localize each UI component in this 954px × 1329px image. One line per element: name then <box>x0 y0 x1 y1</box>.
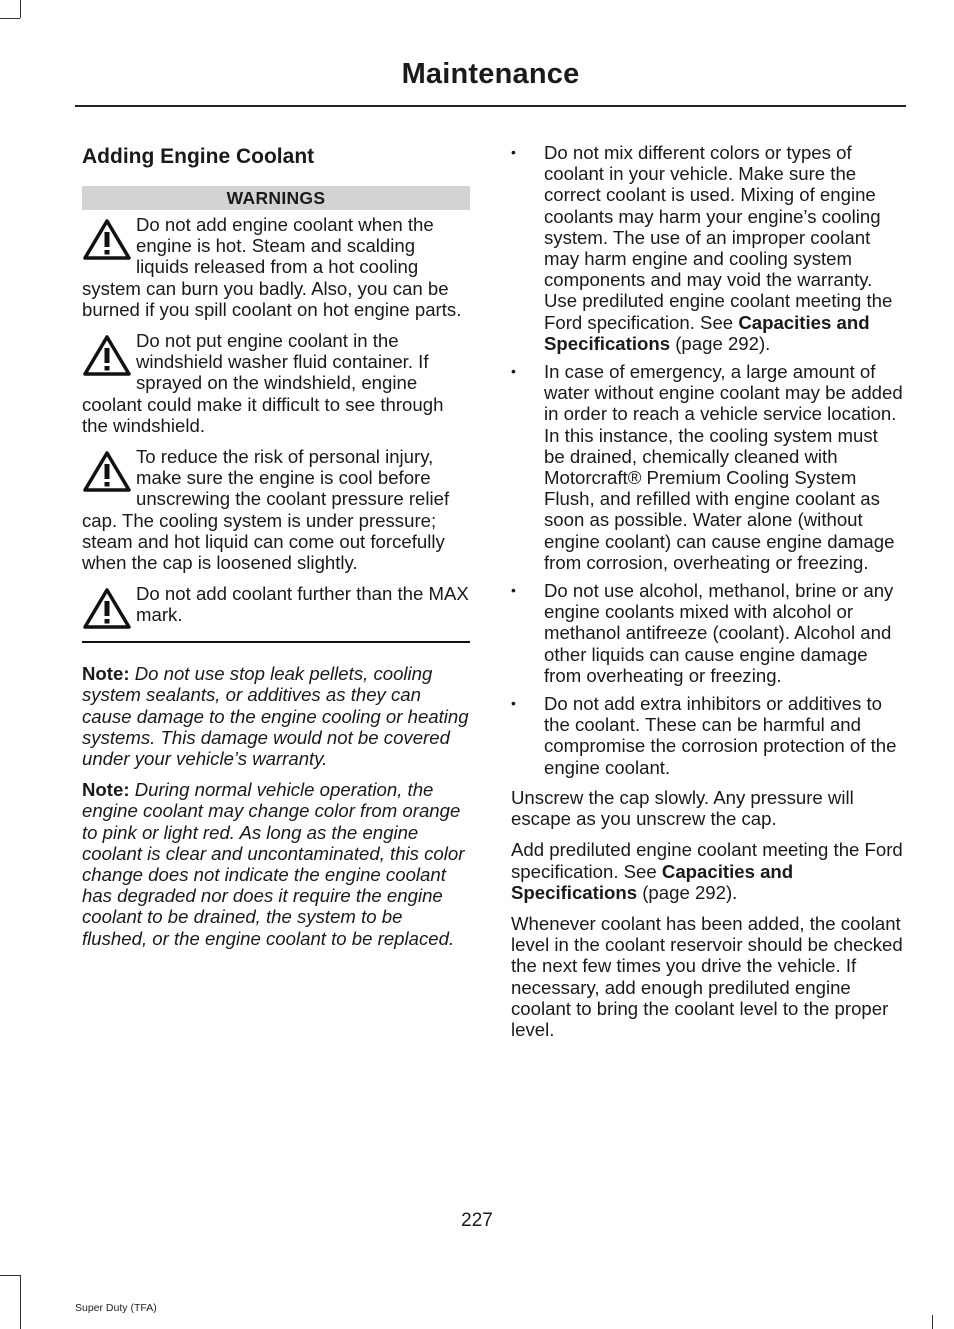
footer-model: Super Duty (TFA) <box>75 1302 157 1314</box>
bullet: • <box>511 695 516 712</box>
paragraph <box>511 839 903 903</box>
warnings-end-rule <box>82 641 470 643</box>
warning-block <box>82 330 470 436</box>
bullet-list <box>511 142 903 778</box>
list-item-text: In case of emergency, a large amount of water without engine coolant may be added in order to reach a vehicle service location. In this instance, the cooling system must be drained, chemically cleaned with Motorcraft® Premium Cooling System Flush, and refilled with engine coolant as soon as possible. Water alone (without engine coolant) can cause engine damage from corrosion, overheating or freezing. <box>544 361 903 573</box>
left-column <box>82 142 470 959</box>
crop-mark <box>0 18 20 19</box>
note-label: Note: <box>82 779 130 801</box>
cross-reference-link[interactable]: Capacities and Specifications <box>544 311 870 354</box>
warning-triangle-icon <box>82 218 132 262</box>
cross-reference-link[interactable]: Capacities and Specifications <box>511 860 794 903</box>
list-item <box>511 580 903 686</box>
crop-mark <box>0 1275 20 1276</box>
list-item-text: Do not use alcohol, methanol, brine or any engine coolants mixed with alcohol or methanol antifreeze (coolant). Alcohol and other liquids can cause engine damage from overheating or freezing. <box>544 580 894 686</box>
list-item <box>511 142 903 354</box>
note-text: During normal vehicle operation, the engine coolant may change color from orange to pink or light red. As long as the engine coolant is clear and uncontaminated, this color change does not indicate the engine coolant has degraded nor does it require the engine coolant to be drained, the system to be flushed, or the engine coolant to be replaced. <box>82 779 465 949</box>
note-text: Do not use stop leak pellets, cooling system sealants, or additives as they can cause damage to the engine cooling or heating systems. This damage would not be covered under your vehicle’s warranty. <box>82 663 469 770</box>
crop-mark <box>20 0 21 18</box>
page-reference: (page 292). <box>670 332 771 354</box>
warning-text: Do not put engine coolant in the windshield washer fluid container. If sprayed on the windshield, engine coolant could make it difficult to see through the windshield. <box>82 330 444 436</box>
warning-text: Do not add coolant further than the MAX mark. <box>136 583 469 626</box>
list-item-text: Do not mix different colors or types of coolant in your vehicle. Make sure the correct coolant is used. Mixing of engine coolants may harm your engine’s cooling system. The use of an improper coolant may harm engine and cooling system components and may void the warranty. Use prediluted engine coolant meeting the Ford specification. See <box>544 142 893 333</box>
crop-mark <box>932 1315 933 1329</box>
warning-block <box>82 583 470 631</box>
warning-triangle-icon <box>82 587 132 631</box>
page-number: 227 <box>461 1210 493 1231</box>
paragraph: Whenever coolant has been added, the coolant level in the coolant reservoir should be checked the next few times you drive the vehicle. If necessary, add enough prediluted engine coolant to bring the coolant level to the proper level. <box>511 912 903 1040</box>
warning-triangle-icon <box>82 334 132 378</box>
page-title: Maintenance <box>401 58 580 90</box>
paragraph-text: Add prediluted engine coolant meeting the Ford specification. See <box>511 839 903 882</box>
warning-text: To reduce the risk of personal injury, make sure the engine is cool before unscrewing the coolant pressure relief cap. The cooling system is under pressure; steam and hot liquid can come out forcefully when the cap is loosened slightly. <box>82 446 450 574</box>
list-item <box>511 693 903 778</box>
warning-block <box>82 214 470 320</box>
crop-mark <box>20 1275 21 1329</box>
warning-text: Do not add engine coolant when the engine is hot. Steam and scalding liquids released from a hot cooling system can burn you badly. Also, you can be burned if you spill coolant on hot engine parts. <box>82 214 462 320</box>
page-reference: (page 292). <box>637 881 738 903</box>
right-column <box>511 142 903 1050</box>
list-item <box>511 361 903 573</box>
list-item-text: Do not add extra inhibitors or additives to the coolant. These can be harmful and compromise the corrosion protection of the engine coolant. <box>544 693 897 778</box>
bullet: • <box>511 144 516 160</box>
warning-block <box>82 446 470 573</box>
note <box>82 779 470 949</box>
header-divider <box>75 105 906 107</box>
note-label: Note: <box>82 663 130 685</box>
warning-triangle-icon <box>82 450 132 494</box>
warnings-header: WARNINGS <box>82 186 470 210</box>
bullet: • <box>511 363 516 380</box>
note <box>82 663 470 769</box>
bullet: • <box>511 582 516 599</box>
paragraph: Unscrew the cap slowly. Any pressure will escape as you unscrew the cap. <box>511 786 854 830</box>
section-heading: Adding Engine Coolant <box>82 145 315 168</box>
